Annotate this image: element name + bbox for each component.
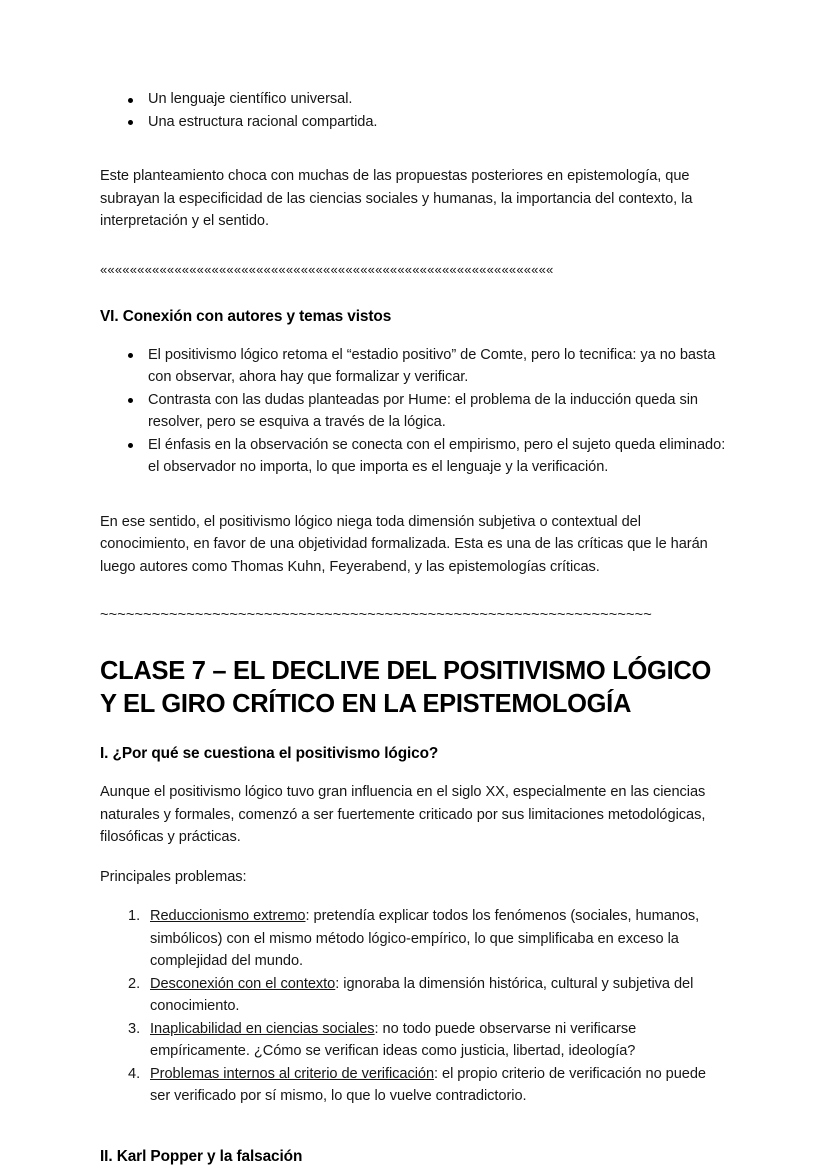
paragraph-planteamiento: Este planteamiento choca con muchas de las propuestas posteriores en epistemología, que subrayan la especificidad de las ciencias sociales y humanas, la importancia del contexto, la interpretación y el sentido. (100, 168, 693, 229)
spacer (100, 250, 728, 260)
paragraph-en-ese-sentido: En ese sentido, el positivismo lógico niega toda dimensión subjetiva o contextual del conocimiento, en favor de una objetividad formalizada. Esta es una de las críticas que le harán luego autores como Thomas Kuhn, Feyerabend, y las epistemologías críticas. (100, 513, 708, 575)
paragraph-aunque: Aunque el positivismo lógico tuvo gran influencia en el siglo XX, especialmente en las ciencias naturales y formales, comenzó a ser fuertemente criticado por sus limitaciones metodológicas, filosóficas y prácticas. (100, 784, 706, 845)
list-item: El énfasis en la observación se conecta con el empirismo, pero el sujeto queda eliminado: el observador no importa, lo que importa es el lenguaje y la verificación. (100, 434, 728, 479)
heading-seccion-vi: VI. Conexión con autores y temas vistos (100, 307, 392, 325)
list-item (100, 973, 728, 1018)
list-item: Una estructura racional compartida. (100, 111, 728, 134)
list-item-text: : ignoraba la dimensión histórica, cultural y subjetiva del conocimiento. (150, 975, 694, 1014)
list-item: Un lenguaje científico universal. (100, 88, 728, 111)
spacer (100, 1120, 728, 1146)
list-item-term: Problemas internos al criterio de verificación (150, 1065, 435, 1082)
divider-guillemets: ««««««««««««««««««««««««««««««««««««««««««««««««««««««««««««« (100, 261, 554, 277)
heading-seccion-i: I. ¿Por qué se cuestiona el positivismo lógico? (100, 745, 439, 762)
spacer (100, 595, 728, 605)
list-item-text: : no todo puede observarse ni verificarse empíricamente. ¿Cómo se verifican ideas como justicia, libertad, ideología? (150, 1020, 637, 1059)
page-title: CLASE 7 – EL DECLIVE DEL POSITIVISMO LÓGICO Y EL GIRO CRÍTICO EN LA EPISTEMOLOGÍA (100, 657, 712, 718)
paragraph-principales-problemas: Principales problemas: (100, 868, 247, 885)
divider-tildes: ~~~~~~~~~~~~~~~~~~~~~~~~~~~~~~~~~~~~~~~~~~~~~~~~~~~~~~~~~~~~~~~~ (100, 607, 652, 623)
list-item-text: : el propio criterio de verificación no puede ser verificado por sí mismo, lo que lo vuelve contradictorio. (150, 1065, 706, 1104)
heading-seccion-ii: II. Karl Popper y la falsación (100, 1147, 303, 1165)
document-content (100, 88, 728, 1168)
bullet-list-seccion-vi (100, 344, 728, 479)
list-item-term: Reduccionismo extremo (150, 908, 306, 924)
list-item (100, 1018, 728, 1063)
spacer (100, 149, 728, 165)
list-item: El positivismo lógico retoma el “estadio positivo” de Comte, pero lo tecnifica: ya no basta con observar, ahora hay que formalizar y verificar. (100, 344, 728, 389)
list-item (100, 1063, 728, 1108)
bullet-list-top (100, 88, 728, 133)
list-item-term: Inaplicabilidad en ciencias sociales (150, 1020, 375, 1037)
numbered-list-problemas (100, 905, 728, 1108)
list-item-text: : pretendía explicar todos los fenómenos (sociales, humanos, simbólicos) con el mismo método lógico-empírico, lo que simplificaba en exceso la complejidad del mundo. (150, 908, 700, 969)
list-item (100, 905, 728, 973)
spacer (100, 495, 728, 511)
list-item: Contrasta con las dudas planteadas por Hume: el problema de la inducción queda sin resolver, pero se esquiva a través de la lógica. (100, 389, 728, 434)
list-item-term: Desconexión con el contexto (150, 975, 336, 992)
